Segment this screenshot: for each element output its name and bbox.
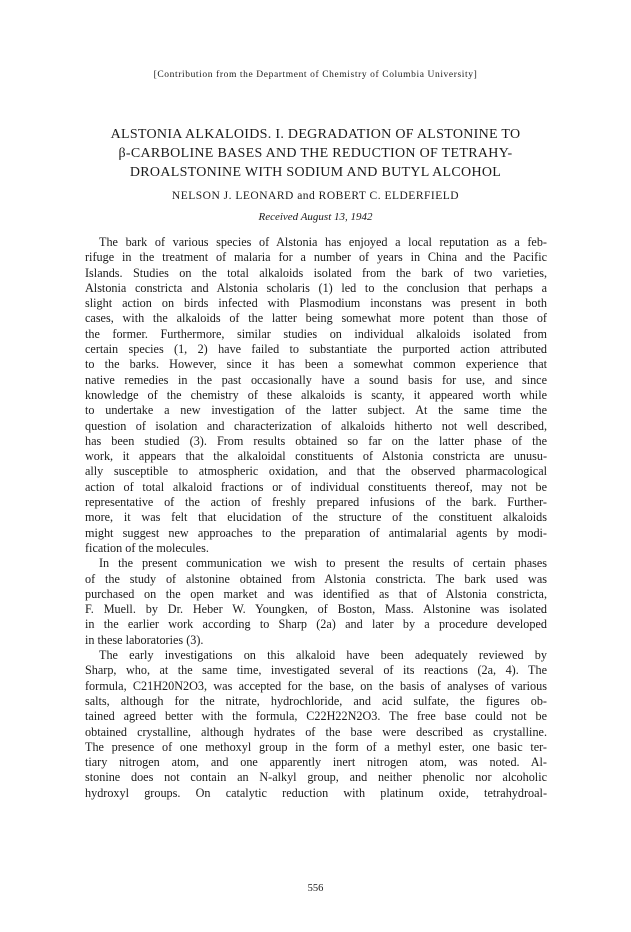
body-line: salts, although for the nitrate, hydrochloride, and acid sulfate, the figures ob- xyxy=(85,693,547,708)
received-date: Received August 13, 1942 xyxy=(258,211,373,223)
body-line: knowledge of the chemistry of these alkaloids is scanty, it appeared worth while xyxy=(85,387,547,402)
body-line: in these laboratories (3). xyxy=(85,632,204,647)
body-line: F. Muell. by Dr. Heber W. Youngken, of Boston, Mass. Alstonine was isolated xyxy=(85,602,547,617)
body-line: fication of the molecules. xyxy=(85,540,209,555)
body-line: to undertake a new investigation of the latter subject. At the same time the xyxy=(85,403,547,418)
title-line: DROALSTONINE WITH SODIUM AND BUTYL ALCOHOL xyxy=(129,165,502,180)
body-line: Islands. Studies on the total alkaloids isolated from the bark of two varieties, xyxy=(85,265,547,280)
authors: NELSON J. LEONARD and ROBERT C. ELDERFIELD xyxy=(171,190,460,202)
title-line: β-CARBOLINE BASES AND THE REDUCTION OF TETRAHY- xyxy=(118,146,513,161)
contribution-header: [Contribution from the Department of Chemistry of Columbia University] xyxy=(153,70,478,80)
body-line: the former. Furthermore, similar studies on individual alkaloids isolated from xyxy=(85,326,547,341)
body-line: representative of the action of freshly prepared infusions of the bark. Further- xyxy=(85,495,547,510)
body-line: The bark of various species of Alstonia has enjoyed a local reputation as a feb- xyxy=(99,235,547,249)
body-line: work, it appears that the alkaloidal constituents of Alstonia constricta are unusu- xyxy=(85,449,547,464)
paper-title xyxy=(60,125,571,182)
body-line: might suggest new approaches to the preparation of antimalarial agents by modi- xyxy=(85,525,547,540)
body-line: certain species (1, 2) have failed to substantiate the purported action attributed xyxy=(85,342,547,357)
body-line: formula, C21H20N2O3, was accepted for the base, on the basis of analyses of various xyxy=(85,678,547,693)
body-line: more, it was felt that elucidation of the structure of the constituent alkaloids xyxy=(85,510,547,525)
body-line: Sharp, who, at the same time, investigated several of its reactions (2a, 4). The xyxy=(85,663,547,678)
page-number: 556 xyxy=(307,883,324,894)
body-line: obtained crystalline, although hydrates of the base were described as crystalline. xyxy=(85,724,547,739)
body-line: tained agreed better with the formula, C22H22N2O3. The free base could not be xyxy=(85,709,547,724)
body-line: purchased on the open market and was identified as that of Alstonia constricta, xyxy=(85,586,547,601)
body-line: of the study of alstonine obtained from Alstonia constricta. The bark used was xyxy=(85,571,547,586)
body-line: tiary nitrogen atom, and one apparently inert nitrogen atom, was noted. Al- xyxy=(85,755,547,770)
body-line: rifuge in the treatment of malaria for a number of years in China and the Pacific xyxy=(85,250,547,265)
body-text xyxy=(85,235,547,801)
body-line: has been studied (3). From results obtained so far on the latter phase of the xyxy=(85,433,547,448)
body-line: to the barks. However, since it has been a somewhat common experience that xyxy=(85,357,547,372)
title-line: ALSTONIA ALKALOIDS. I. DEGRADATION OF ALSTONINE TO xyxy=(110,127,521,142)
body-line: cases, with the alkaloids of the latter being somewhat more potent than those of xyxy=(85,311,547,326)
body-line: Alstonia constricta and Alstonia scholaris (1) led to the conclusion that perhaps a xyxy=(85,280,547,295)
body-line: The early investigations on this alkaloid have been adequately reviewed by xyxy=(99,648,547,663)
body-line: native remedies in the past occasionally have a sound basis for use, and since xyxy=(85,372,547,387)
body-line: The presence of one methoxyl group in the form of a methyl ester, one basic ter- xyxy=(85,739,547,754)
body-line: question of isolation and characterization of alkaloids hitherto not well described, xyxy=(85,418,547,433)
body-line: In the present communication we wish to present the results of certain phases xyxy=(99,556,547,571)
body-line: slight action on birds infected with Plasmodium inconstans was present in both xyxy=(85,296,547,311)
body-line: stonine does not contain an N-alkyl group, and neither phenolic nor alcoholic xyxy=(85,770,547,785)
body-line: ally susceptible to atmospheric oxidation, and that the observed pharmacological xyxy=(85,464,547,479)
body-line: hydroxyl groups. On catalytic reduction with platinum oxide, tetrahydroal- xyxy=(85,785,547,800)
body-line: in the earlier work according to Sharp (2a) and later by a procedure developed xyxy=(85,617,547,632)
body-line: action of total alkaloid fractions or of individual constituents thereof, may not be xyxy=(85,479,547,494)
